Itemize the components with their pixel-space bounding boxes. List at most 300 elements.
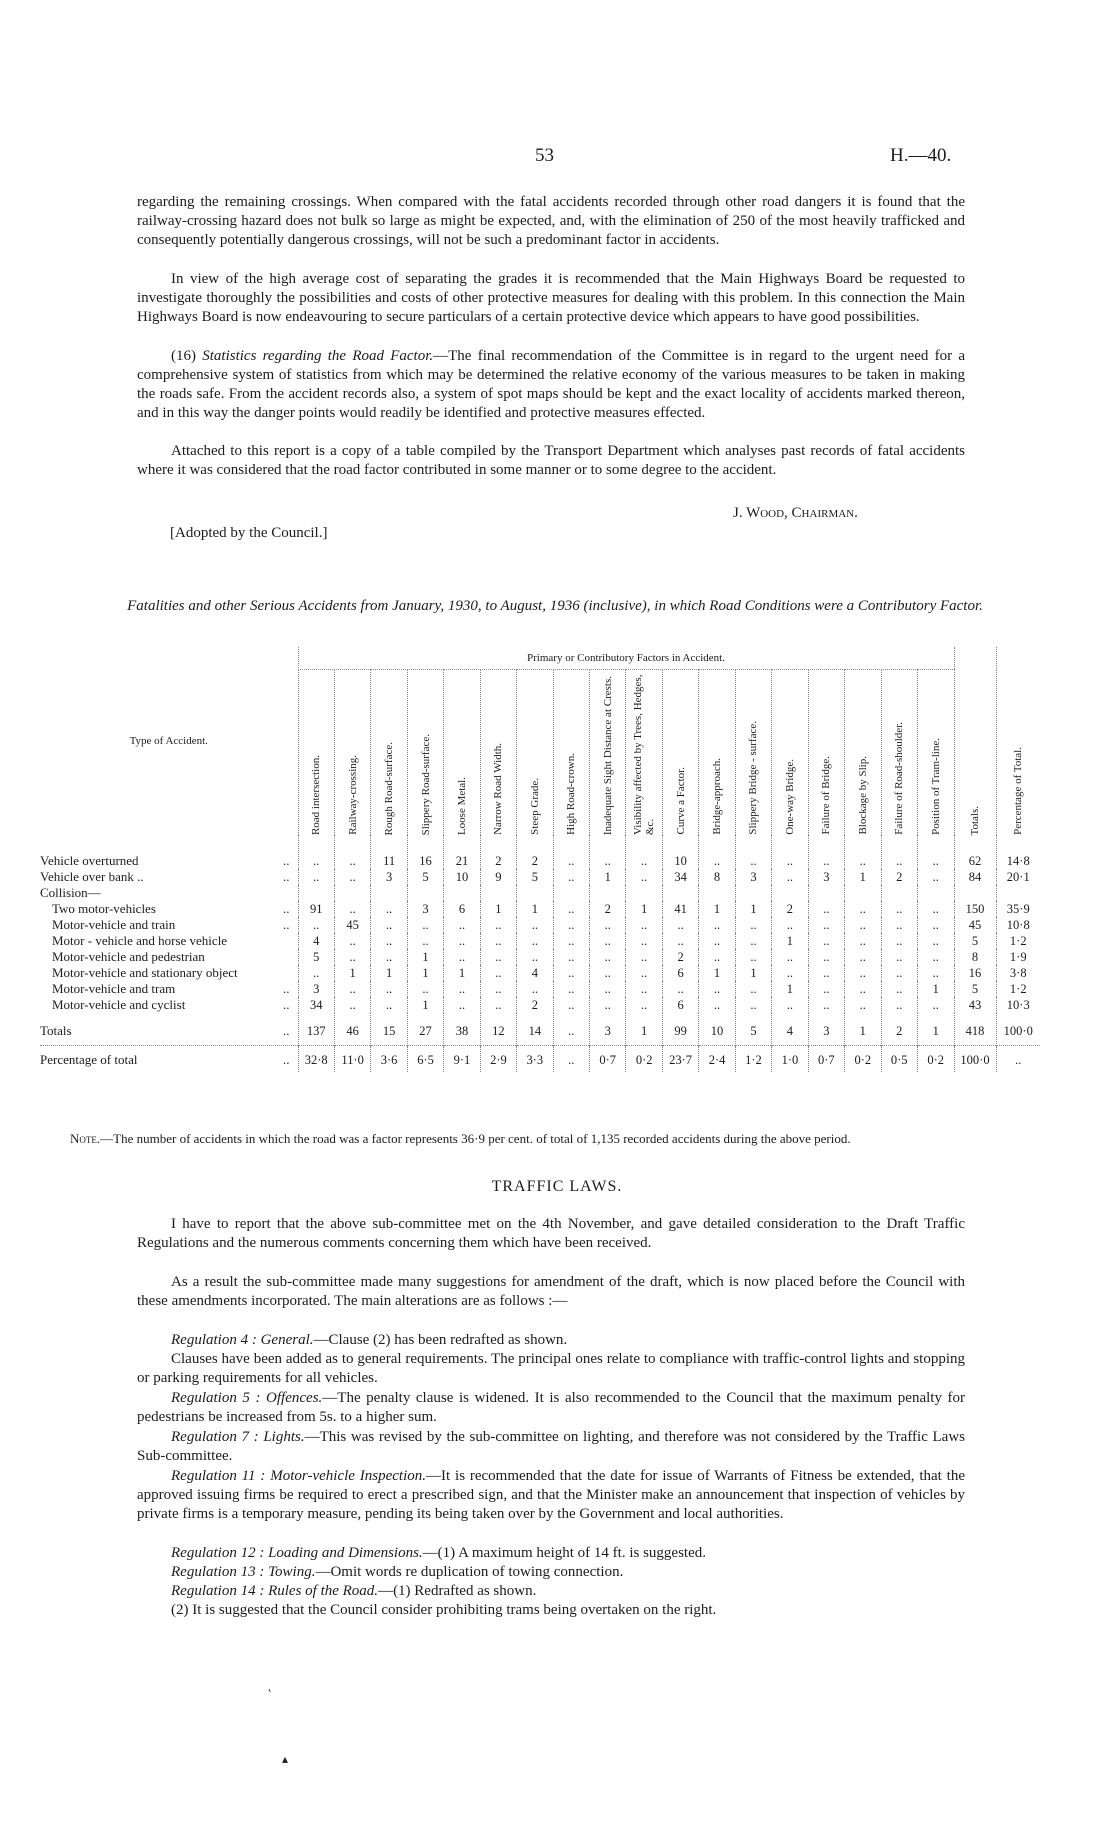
row-label: Vehicle overturned ..	[40, 853, 290, 868]
empty-cell	[954, 885, 996, 901]
reg-text: —The penalty clause is widened. It is also recommended to the Council that the maximum penalty for pedestrians be increased from 5s. to a higher sum.	[137, 1390, 965, 1425]
page-number: 53	[535, 145, 554, 166]
row-label: Two motor-vehicles ..	[52, 901, 290, 916]
table-cell: 41	[662, 901, 698, 917]
table-cell: ..	[881, 997, 917, 1013]
table-cell: ..	[881, 949, 917, 965]
table-cell: ..	[808, 965, 844, 981]
table-cell: ..	[444, 933, 480, 949]
table-cell: ..	[808, 835, 844, 869]
regulation-14	[137, 1582, 965, 1601]
table-cell: ..	[772, 997, 808, 1013]
row-label: Percentage of total ..	[40, 1046, 298, 1073]
table-cell: 2	[662, 949, 698, 965]
table-cell: ..	[845, 965, 881, 981]
table-cell: ..	[371, 901, 407, 917]
table-cell: ..	[772, 917, 808, 933]
row-label: Totals ..	[40, 1023, 290, 1038]
table-cell: ..	[845, 981, 881, 997]
table-cell: ..	[917, 869, 954, 885]
reg-label: Regulation 4 :	[171, 1332, 257, 1348]
reg-title: Towing.	[268, 1564, 316, 1580]
table-cell: ..	[590, 965, 626, 981]
table-cell: ..	[772, 835, 808, 869]
table-cell: 1	[845, 1013, 881, 1046]
table-cell: ..	[699, 949, 735, 965]
table-cell: ..	[699, 981, 735, 997]
table-cell: 1	[735, 965, 771, 981]
primary-factors-header: Primary or Contributory Factors in Accident.	[298, 647, 954, 670]
empty-cell	[590, 885, 626, 901]
table-cell: ..	[553, 965, 589, 981]
reg-label: Regulation 14 :	[171, 1583, 265, 1599]
row-percentage: 1·2	[996, 981, 1040, 997]
empty-cell	[917, 885, 954, 901]
table-cell: 12	[480, 1013, 516, 1046]
empty-cell	[626, 885, 662, 901]
empty-cell	[480, 885, 516, 901]
tl-paragraph-1: I have to report that the above sub-committee met on the 4th November, and gave detailed consideration to the Draft Traffic Regulations and the numerous comments concerning them which have been received.	[137, 1216, 965, 1251]
row-total: 45	[954, 917, 996, 933]
table-cell: 5	[517, 869, 553, 885]
table-cell: 5	[298, 949, 334, 965]
empty-cell	[881, 885, 917, 901]
adopted-note: [Adopted by the Council.]	[170, 525, 328, 541]
reg-title: Loading and Dimensions.	[268, 1545, 423, 1561]
row-total: 5	[954, 933, 996, 949]
reg-title: Motor-vehicle Inspection.	[270, 1468, 427, 1484]
table-cell: ..	[626, 949, 662, 965]
table-cell: 2·4	[699, 1046, 735, 1073]
table-cell: 3	[808, 869, 844, 885]
row-label: Motor - vehicle and horse vehicle	[52, 933, 228, 948]
table-cell: 10	[699, 1013, 735, 1046]
table-cell: ..	[917, 901, 954, 917]
reg-text: —It is recommended that the date for issue of Warrants of Fitness be extended, that the approved issuing firms be required to erect a prescribed sign, and that the Minister make an announcement that inspection of vehicles by private firms is a temporary measure, pending its being taken over by the Government and local authorities.	[137, 1468, 965, 1522]
para-body: —The final recommendation of the Committee is in regard to the urgent need for a comprehensive system of statistics from which may be determined the relative economy of the various measures to be taken in making the roads safe. From the accident records also, a system of spot maps should be kept and the exact locality of accidents marked thereon, and in this way the danger points would readily be identified and protective measures effected.	[137, 348, 965, 421]
table-cell: 10	[444, 869, 480, 885]
reg-label: Regulation 12 :	[171, 1545, 265, 1561]
table-cell: 1	[407, 965, 443, 981]
table-cell: ..	[334, 981, 370, 997]
paragraph-railway-crossings: regarding the remaining crossings. When compared with the fatal accidents recorded through other road dangers it is found that the railway-crossing hazard does not bulk so large as might be expected, and, with the elimination of 250 of the most heavily trafficked and consequently potentially dangerous crossings, will not be such a predominant factor in accidents.	[137, 194, 965, 248]
table-cell: 0·7	[590, 1046, 626, 1073]
regulation-4	[137, 1331, 965, 1350]
table-cell: 45	[334, 917, 370, 933]
table-cell: 1	[517, 901, 553, 917]
table-cell: 3	[735, 869, 771, 885]
table-cell: ..	[334, 933, 370, 949]
row-label: Motor-vehicle and train ..	[52, 917, 290, 932]
row-percentage: 3·8	[996, 965, 1040, 981]
regulation-13	[137, 1563, 965, 1582]
table-cell: ..	[444, 997, 480, 1013]
table-cell: 0·2	[845, 1046, 881, 1073]
empty-cell	[996, 885, 1040, 901]
table-row	[40, 949, 1040, 965]
table-cell: ..	[845, 949, 881, 965]
table-cell: 1	[699, 901, 735, 917]
regulation-11	[137, 1467, 965, 1524]
table-cell: 34	[662, 869, 698, 885]
table-cell: 8	[699, 869, 735, 885]
table-cell: ..	[626, 933, 662, 949]
table-cell: 15	[371, 1013, 407, 1046]
table-cell: 1	[480, 901, 516, 917]
table-cell: 3	[808, 1013, 844, 1046]
speck-mark: ˛	[268, 1678, 272, 1692]
table-cell: 4	[517, 965, 553, 981]
table-cell: ..	[772, 949, 808, 965]
table-cell: 1	[772, 981, 808, 997]
table-cell: 14	[517, 1013, 553, 1046]
table-cell: 6	[444, 901, 480, 917]
collision-label: Collision—	[40, 885, 101, 900]
factor-header: Inadequate Sight Distance at Crests.	[590, 670, 626, 836]
table-cell: ..	[517, 933, 553, 949]
regulation-12	[137, 1544, 965, 1563]
regulation-7	[137, 1428, 965, 1466]
factor-header: Visibility affected by Trees, Hedges, &c.	[626, 670, 662, 836]
empty-cell	[772, 885, 808, 901]
table-row	[40, 1013, 1040, 1046]
factor-header: One-way Bridge.	[772, 670, 808, 836]
factor-header: Slippery Bridge - surface.	[735, 670, 771, 836]
factor-header: Position of Tram-line.	[917, 670, 954, 836]
table-cell: ..	[480, 933, 516, 949]
table-row	[40, 901, 1040, 917]
factor-header: Slippery Road-surface.	[407, 670, 443, 836]
table-cell: ..	[480, 997, 516, 1013]
table-cell: ..	[334, 901, 370, 917]
table-cell: 1	[626, 901, 662, 917]
tl-paragraph-3: Clauses have been added as to general requirements. The principal ones relate to compliance with traffic-control lights and stopping or parking requirements for all vehicles.	[137, 1351, 965, 1386]
row-label: Motor-vehicle and cyclist ..	[52, 997, 290, 1012]
empty-cell	[662, 885, 698, 901]
row-percentage: 100·0	[996, 1013, 1040, 1046]
table-row	[40, 965, 1040, 981]
table-cell: 2·9	[480, 1046, 516, 1073]
table-cell: ..	[334, 869, 370, 885]
table-cell: ..	[553, 997, 589, 1013]
table-row	[40, 835, 1040, 869]
table-cell: ..	[735, 949, 771, 965]
table-cell: 16	[407, 835, 443, 869]
table-cell: 1	[407, 949, 443, 965]
table-cell: ..	[517, 917, 553, 933]
table-cell: ..	[845, 933, 881, 949]
factor-header: Railway-crossing.	[334, 670, 370, 836]
table-cell: ..	[553, 981, 589, 997]
accidents-table	[40, 647, 1040, 1072]
table-cell: 1	[917, 981, 954, 997]
note-text: —The number of accidents in which the road was a factor represents 36·9 per cent. of total of 1,135 recorded accidents during the above period.	[100, 1131, 851, 1146]
table-cell: ..	[480, 965, 516, 981]
table-cell: 1	[735, 901, 771, 917]
table-cell: ..	[881, 981, 917, 997]
reg-label: Regulation 11 :	[171, 1468, 266, 1484]
table-cell: ..	[917, 835, 954, 869]
reg-text: —This was revised by the sub-committee on lighting, and therefore was not considered by the Traffic Laws Sub-committee.	[137, 1429, 966, 1464]
table-cell: 10	[662, 835, 698, 869]
row-percentage: 1·2	[996, 933, 1040, 949]
empty-cell	[517, 885, 553, 901]
table-cell: ..	[881, 965, 917, 981]
table-cell: ..	[626, 835, 662, 869]
row-total: 150	[954, 901, 996, 917]
row-percentage: 1·9	[996, 949, 1040, 965]
empty-cell	[699, 885, 735, 901]
table-cell: 4	[298, 933, 334, 949]
empty-cell	[808, 885, 844, 901]
table-cell: 6·5	[407, 1046, 443, 1073]
table-cell: 2	[772, 901, 808, 917]
table-cell: ..	[917, 997, 954, 1013]
table-cell: ..	[517, 981, 553, 997]
table-cell: 46	[334, 1013, 370, 1046]
table-cell: 3	[590, 1013, 626, 1046]
row-total: 43	[954, 997, 996, 1013]
reg-title: General.	[260, 1332, 314, 1348]
row-total: 62	[954, 835, 996, 869]
table-cell: 1	[371, 965, 407, 981]
table-cell: ..	[881, 917, 917, 933]
document-reference: H.—40.	[890, 145, 952, 166]
tl-paragraph-2: As a result the sub-committee made many suggestions for amendment of the draft, which is now placed before the Council with these amendments incorporated. The main alterations are as follows :—	[137, 1274, 965, 1309]
table-cell: ..	[298, 835, 334, 869]
table-cell: 1·2	[735, 1046, 771, 1073]
table-cell: ..	[553, 1013, 589, 1046]
table-cell: ..	[881, 835, 917, 869]
table-cell: 3	[407, 901, 443, 917]
para-lead: (16)	[171, 348, 203, 364]
table-cell: ..	[808, 997, 844, 1013]
table-cell: 0·7	[808, 1046, 844, 1073]
table-cell: ..	[881, 901, 917, 917]
table-cell: 137	[298, 1013, 334, 1046]
factor-header: Road intersection.	[298, 670, 334, 836]
row-total: 5	[954, 981, 996, 997]
table-cell: ..	[407, 981, 443, 997]
table-cell: 1	[845, 869, 881, 885]
reg-text: —Omit words re duplication of towing connection.	[315, 1564, 624, 1580]
table-cell: ..	[444, 981, 480, 997]
empty-cell	[407, 885, 443, 901]
table-cell: 38	[444, 1013, 480, 1046]
table-row	[40, 997, 1040, 1013]
note-label: Note.	[70, 1131, 101, 1146]
table-cell: ..	[917, 949, 954, 965]
table-cell: ..	[917, 917, 954, 933]
row-total: 100·0	[954, 1046, 996, 1073]
collision-subheading-row	[40, 885, 1040, 901]
table-cell: ..	[553, 933, 589, 949]
table-cell: ..	[334, 949, 370, 965]
table-cell: ..	[371, 997, 407, 1013]
table-cell: ..	[590, 981, 626, 997]
table-cell: ..	[480, 981, 516, 997]
reg-title: Offences.	[266, 1390, 323, 1406]
table-cell: 9	[480, 869, 516, 885]
table-cell: 4	[772, 1013, 808, 1046]
table-cell: ..	[590, 835, 626, 869]
table-cell: ..	[626, 997, 662, 1013]
percentage-header: Percentage of Total.	[996, 647, 1040, 835]
table-cell: ..	[808, 901, 844, 917]
table-cell: ..	[699, 917, 735, 933]
row-percentage: 14·8	[996, 835, 1040, 869]
table-cell: 3	[298, 981, 334, 997]
row-percentage: 10·3	[996, 997, 1040, 1013]
reg-text: —(1) Redrafted as shown.	[378, 1583, 537, 1599]
table-cell: ..	[881, 933, 917, 949]
table-cell: 99	[662, 1013, 698, 1046]
table-cell: 0·5	[881, 1046, 917, 1073]
factor-header: Rough Road-surface.	[371, 670, 407, 836]
table-cell: ..	[699, 933, 735, 949]
reg-label: Regulation 7 :	[171, 1429, 259, 1445]
table-row	[40, 981, 1040, 997]
factor-header: Steep Grade.	[517, 670, 553, 836]
factor-header: Narrow Road Width.	[480, 670, 516, 836]
table-cell: ..	[553, 901, 589, 917]
paragraph-attached-table: Attached to this report is a copy of a table compiled by the Transport Department which analyses past records of fatal accidents where it was considered that the road factor contributed in some manner or to some degree to the accident.	[137, 443, 965, 478]
row-label: Motor-vehicle and tram ..	[52, 981, 290, 996]
row-total: 16	[954, 965, 996, 981]
table-cell: ..	[298, 917, 334, 933]
factor-header: Curve a Factor.	[662, 670, 698, 836]
table-cell: ..	[735, 933, 771, 949]
table-cell: 1	[699, 965, 735, 981]
table-cell: ..	[626, 917, 662, 933]
table-cell: ..	[334, 997, 370, 1013]
table-cell: 6	[662, 997, 698, 1013]
paragraph-statistics	[137, 347, 965, 423]
regulation-5	[137, 1389, 965, 1427]
table-cell: ..	[626, 869, 662, 885]
table-cell: ..	[517, 949, 553, 965]
row-total: 84	[954, 869, 996, 885]
reg-label: Regulation 13 :	[171, 1564, 265, 1580]
table-cell: ..	[662, 933, 698, 949]
factor-header: Loose Metal.	[444, 670, 480, 836]
table-cell: ..	[845, 901, 881, 917]
paragraph-main-highways-board: In view of the high average cost of separating the grades it is recommended that the Main Highways Board be requested to investigate thoroughly the possibilities and costs of other protective measures for dealing with this problem. In this connection the Main Highways Board is now endeavouring to secure particulars of a certain protective device which appears to have good possibilities.	[137, 271, 965, 325]
empty-cell	[371, 885, 407, 901]
table-cell: ..	[334, 835, 370, 869]
table-cell: 1	[444, 965, 480, 981]
table-cell: ..	[626, 965, 662, 981]
table-cell: 1	[626, 1013, 662, 1046]
table-cell: 0·2	[626, 1046, 662, 1073]
table-cell: ..	[772, 965, 808, 981]
tl-paragraph-4: (2) It is suggested that the Council consider prohibiting trams being overtaken on the right.	[171, 1602, 717, 1618]
table-cell: 5	[407, 869, 443, 885]
table-cell: 1	[917, 1013, 954, 1046]
row-total: 418	[954, 1013, 996, 1046]
type-of-accident-header: Type of Accident.	[129, 735, 208, 747]
table-cell: ..	[626, 981, 662, 997]
table-cell: ..	[590, 933, 626, 949]
table-cell: 27	[407, 1013, 443, 1046]
table-cell: 2	[590, 901, 626, 917]
table-cell: ..	[590, 997, 626, 1013]
factor-header: Blockage by Slip.	[845, 670, 881, 836]
table-cell: 23·7	[662, 1046, 698, 1073]
table-cell: ..	[662, 981, 698, 997]
table-row	[40, 1046, 1040, 1073]
table-cell: ..	[735, 917, 771, 933]
table-cell: ..	[407, 917, 443, 933]
table-cell: 11	[371, 835, 407, 869]
table-cell: ..	[735, 835, 771, 869]
reg-text: —(1) A maximum height of 14 ft. is suggested.	[422, 1545, 706, 1561]
reg-title: Rules of the Road.	[268, 1583, 379, 1599]
table-cell: ..	[444, 917, 480, 933]
table-cell: ..	[772, 869, 808, 885]
row-total: 8	[954, 949, 996, 965]
table-cell: ..	[845, 835, 881, 869]
empty-cell	[845, 885, 881, 901]
table-cell: ..	[845, 997, 881, 1013]
factor-header: Failure of Road-shoulder.	[881, 670, 917, 836]
table-cell: 11·0	[334, 1046, 370, 1073]
table-cell: 1	[334, 965, 370, 981]
table-cell: 2	[517, 835, 553, 869]
table-cell: 1·0	[772, 1046, 808, 1073]
table-cell: ..	[480, 949, 516, 965]
table-cell: 2	[881, 869, 917, 885]
table-cell: 0·2	[917, 1046, 954, 1073]
reg-label: Regulation 5 :	[171, 1390, 261, 1406]
table-cell: 34	[298, 997, 334, 1013]
para-italic-title: Statistics regarding the Road Factor.	[202, 348, 434, 364]
table-cell: 6	[662, 965, 698, 981]
table-cell: ..	[371, 917, 407, 933]
table-cell: ..	[590, 949, 626, 965]
table-cell: ..	[553, 869, 589, 885]
table-cell: ..	[662, 917, 698, 933]
table-cell: 2	[480, 835, 516, 869]
table-cell: ..	[298, 965, 334, 981]
row-percentage: ..	[996, 1046, 1040, 1073]
row-percentage: 20·1	[996, 869, 1040, 885]
table-cell: 2	[881, 1013, 917, 1046]
table-caption: Fatalities and other Serious Accidents from January, 1930, to August, 1936 (inclusive), in which Road Conditions were a Contributory Factor.	[127, 598, 983, 614]
table-cell: ..	[808, 917, 844, 933]
table-cell: 3·6	[371, 1046, 407, 1073]
table-cell: ..	[808, 949, 844, 965]
reg-text: —Clause (2) has been redrafted as shown.	[313, 1332, 568, 1348]
table-cell: 9·1	[444, 1046, 480, 1073]
table-cell: 5	[735, 1013, 771, 1046]
table-cell: 21	[444, 835, 480, 869]
table-cell: ..	[553, 1046, 589, 1073]
table-cell: 1	[407, 997, 443, 1013]
factor-header: Failure of Bridge.	[808, 670, 844, 836]
table-cell: ..	[298, 869, 334, 885]
table-cell: ..	[444, 949, 480, 965]
section-heading-traffic-laws: TRAFFIC LAWS.	[491, 1178, 623, 1195]
table-cell: ..	[480, 917, 516, 933]
table-cell: ..	[371, 949, 407, 965]
table-cell: 3·3	[517, 1046, 553, 1073]
reg-title: Lights.	[263, 1429, 305, 1445]
table-row	[40, 917, 1040, 933]
empty-cell	[444, 885, 480, 901]
table-cell: ..	[699, 835, 735, 869]
table-cell: 1	[590, 869, 626, 885]
